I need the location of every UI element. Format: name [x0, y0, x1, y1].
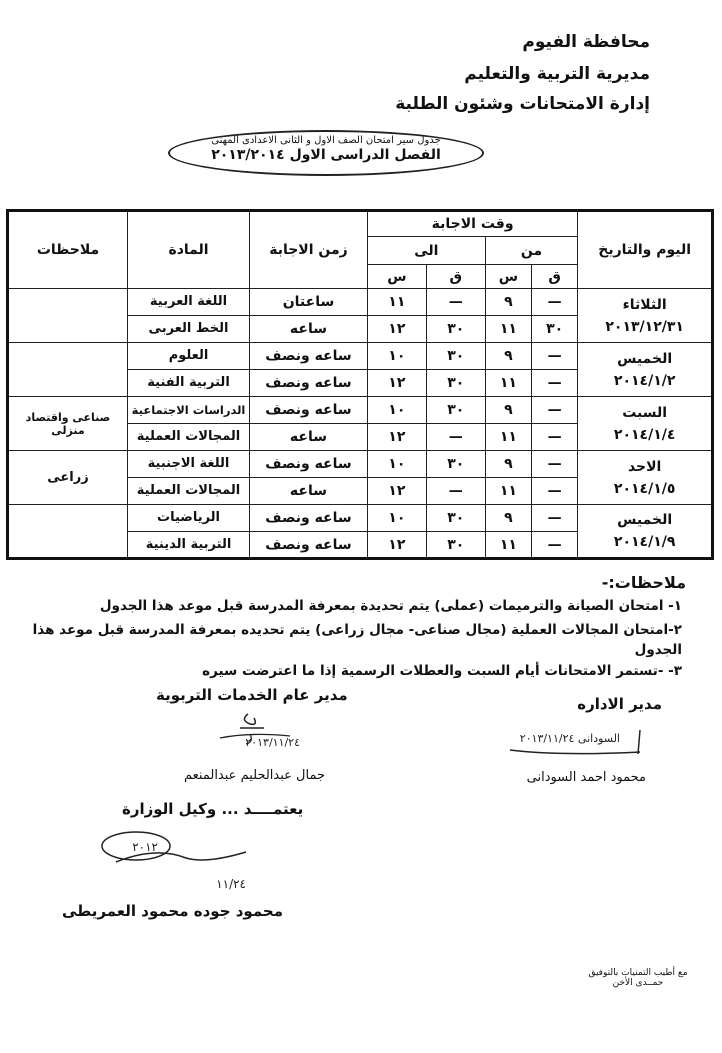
header-from: من: [485, 237, 578, 265]
duration: ساعه: [250, 478, 368, 505]
admin-signature: [500, 716, 660, 766]
day-name: الثلاثاء: [622, 296, 667, 313]
to-min: ٣٠: [426, 343, 485, 370]
to-min: ٣٠: [426, 532, 485, 559]
to-hour: ١٢: [367, 532, 426, 559]
header-to-hour: س: [367, 265, 426, 289]
duration: ساعه ونصف: [250, 397, 368, 424]
footer-note: [588, 968, 688, 988]
from-hour: ٩: [485, 397, 531, 424]
day-cell: [578, 397, 713, 451]
from-min: —: [532, 505, 578, 532]
subject: العلوم: [128, 343, 250, 370]
from-min: —: [532, 343, 578, 370]
header-from-min: ق: [532, 265, 578, 289]
header-subject: المادة: [128, 211, 250, 289]
from-hour: ٩: [485, 343, 531, 370]
from-hour: ١١: [485, 316, 531, 343]
table-row: [8, 451, 713, 478]
subject: التربية الفنية: [128, 370, 250, 397]
duration: ساعه ونصف: [250, 343, 368, 370]
day-cell: [578, 505, 713, 559]
from-hour: ١١: [485, 370, 531, 397]
from-min: ٣٠: [532, 316, 578, 343]
approval-name: محمود جوده محمود العمريطى: [62, 902, 283, 920]
schedule-title: جدول سير امتحان الصف الاول و الثانى الاعدادى المهنى: [211, 135, 441, 146]
day-name: الاحد: [627, 458, 662, 475]
to-min: —: [426, 478, 485, 505]
header-to-min: ق: [426, 265, 485, 289]
approval-title: يعتمــــد ... وكيل الوزارة: [122, 800, 304, 818]
from-min: —: [532, 532, 578, 559]
from-min: —: [532, 424, 578, 451]
to-hour: ١٢: [367, 424, 426, 451]
table-row: [8, 289, 713, 316]
to-hour: ١٢: [367, 370, 426, 397]
from-hour: ١١: [485, 424, 531, 451]
day-date: ٢٠١٣/١٢/٣١: [605, 318, 684, 335]
subject: المجالات العملية: [128, 478, 250, 505]
subject: الرياضيات: [128, 505, 250, 532]
header-answer-time: وقت الاجابة: [367, 211, 577, 237]
to-min: ٣٠: [426, 397, 485, 424]
to-hour: ١٠: [367, 343, 426, 370]
header-duration: زمن الاجابة: [250, 211, 368, 289]
to-hour: ١٢: [367, 478, 426, 505]
duration: ساعتان: [250, 289, 368, 316]
approval-signature: [96, 826, 276, 896]
duration: ساعه: [250, 316, 368, 343]
from-hour: ٩: [485, 505, 531, 532]
to-min: —: [426, 424, 485, 451]
header-to: الى: [367, 237, 485, 265]
governorate-name: محافظة الفيوم: [522, 32, 650, 52]
exam-schedule-table: [6, 209, 714, 560]
approval-handwritten-year: ٢٠١٢: [132, 840, 158, 854]
approval-handwritten-date: ١١/٢٤: [216, 877, 246, 891]
header-day-date: اليوم والتاريخ: [578, 211, 713, 289]
admin-handwritten: السودانى ٢٠١٣/١١/٢٤: [519, 732, 620, 745]
subject: المجالات العملية: [128, 424, 250, 451]
duration: ساعه ونصف: [250, 370, 368, 397]
table-row: [8, 397, 713, 424]
gm-title: مدير عام الخدمات التربوية: [156, 686, 348, 704]
from-min: —: [532, 370, 578, 397]
header-notes: ملاحظات: [8, 211, 128, 289]
duration: ساعه: [250, 424, 368, 451]
from-min: —: [532, 451, 578, 478]
department-name: إدارة الامتحانات وشئون الطلبة: [395, 94, 650, 114]
duration: ساعه ونصف: [250, 451, 368, 478]
notes-title: ملاحظات:-: [601, 573, 686, 592]
from-min: —: [532, 397, 578, 424]
day-cell: [578, 289, 713, 343]
footer-line-2: حمــدى الأخن: [612, 978, 664, 988]
day-note: صناعى واقتصاد منزلى: [8, 397, 128, 451]
to-hour: ١٠: [367, 505, 426, 532]
to-hour: ١١: [367, 289, 426, 316]
to-min: ٣٠: [426, 505, 485, 532]
from-hour: ١١: [485, 478, 531, 505]
gm-signature: [180, 706, 330, 756]
day-name: الخميس: [617, 350, 673, 367]
day-cell: [578, 451, 713, 505]
subject: الخط العربى: [128, 316, 250, 343]
duration: ساعه ونصف: [250, 532, 368, 559]
day-note: [8, 505, 128, 559]
admin-title: مدير الاداره: [577, 695, 662, 713]
day-date: ٢٠١٤/١/٩: [613, 534, 676, 550]
note-1: ١- امتحان الصيانة والترميمات (عملى) يتم تحديدة بمعرفة المدرسة قبل موعد هذا الجدول: [99, 598, 682, 614]
note-2: ٢-امتحان المجالات العملية (مجال صناعى- مجال زراعى) يتم تحديده بمعرفة المدرسة قبل موعد هذا: [32, 622, 682, 638]
to-min: ٣٠: [426, 370, 485, 397]
table-row: [8, 505, 713, 532]
directorate-name: مديرية التربية والتعليم: [464, 64, 650, 84]
admin-name: محمود احمد السودانى: [526, 770, 646, 785]
to-min: ٣٠: [426, 316, 485, 343]
from-hour: ٩: [485, 451, 531, 478]
note-2-continued: الجدول: [634, 642, 682, 658]
day-note: زراعى: [8, 451, 128, 505]
gm-handwritten-date: ٢٠١٣/١١/٢٤: [245, 736, 300, 749]
day-cell: [578, 343, 713, 397]
gm-name: جمال عبدالحليم عبدالمنعم: [184, 768, 326, 783]
day-note: [8, 343, 128, 397]
day-note: [8, 289, 128, 343]
header-from-hour: س: [485, 265, 531, 289]
semester-title: الفصل الدراسى الاول ٢٠١٣/٢٠١٤: [211, 147, 441, 163]
day-date: ٢٠١٤/١/٢: [613, 372, 676, 389]
to-hour: ١٢: [367, 316, 426, 343]
footer-line-1: مع أطيب التمنيات بالتوفيق: [588, 968, 688, 978]
schedule-title-box: [168, 130, 484, 176]
subject: الدراسات الاجتماعية: [128, 397, 250, 424]
day-date: ٢٠١٤/١/٥: [613, 480, 676, 497]
subject: اللغة العربية: [128, 289, 250, 316]
from-min: —: [532, 478, 578, 505]
table-row: [8, 343, 713, 370]
from-hour: ٩: [485, 289, 531, 316]
subject: اللغة الاجنبية: [128, 451, 250, 478]
from-hour: ١١: [485, 532, 531, 559]
to-hour: ١٠: [367, 451, 426, 478]
day-name: السبت: [622, 404, 668, 421]
day-date: ٢٠١٤/١/٤: [613, 426, 676, 443]
to-hour: ١٠: [367, 397, 426, 424]
note-3: ٣- -تستمر الامتحانات أيام السبت والعطلات الرسمية إذا ما اعترضت سيره: [202, 663, 682, 679]
to-min: —: [426, 289, 485, 316]
day-name: الخميس: [617, 512, 673, 528]
duration: ساعه ونصف: [250, 505, 368, 532]
to-min: ٣٠: [426, 451, 485, 478]
from-min: —: [532, 289, 578, 316]
subject: التربية الدينية: [128, 532, 250, 559]
